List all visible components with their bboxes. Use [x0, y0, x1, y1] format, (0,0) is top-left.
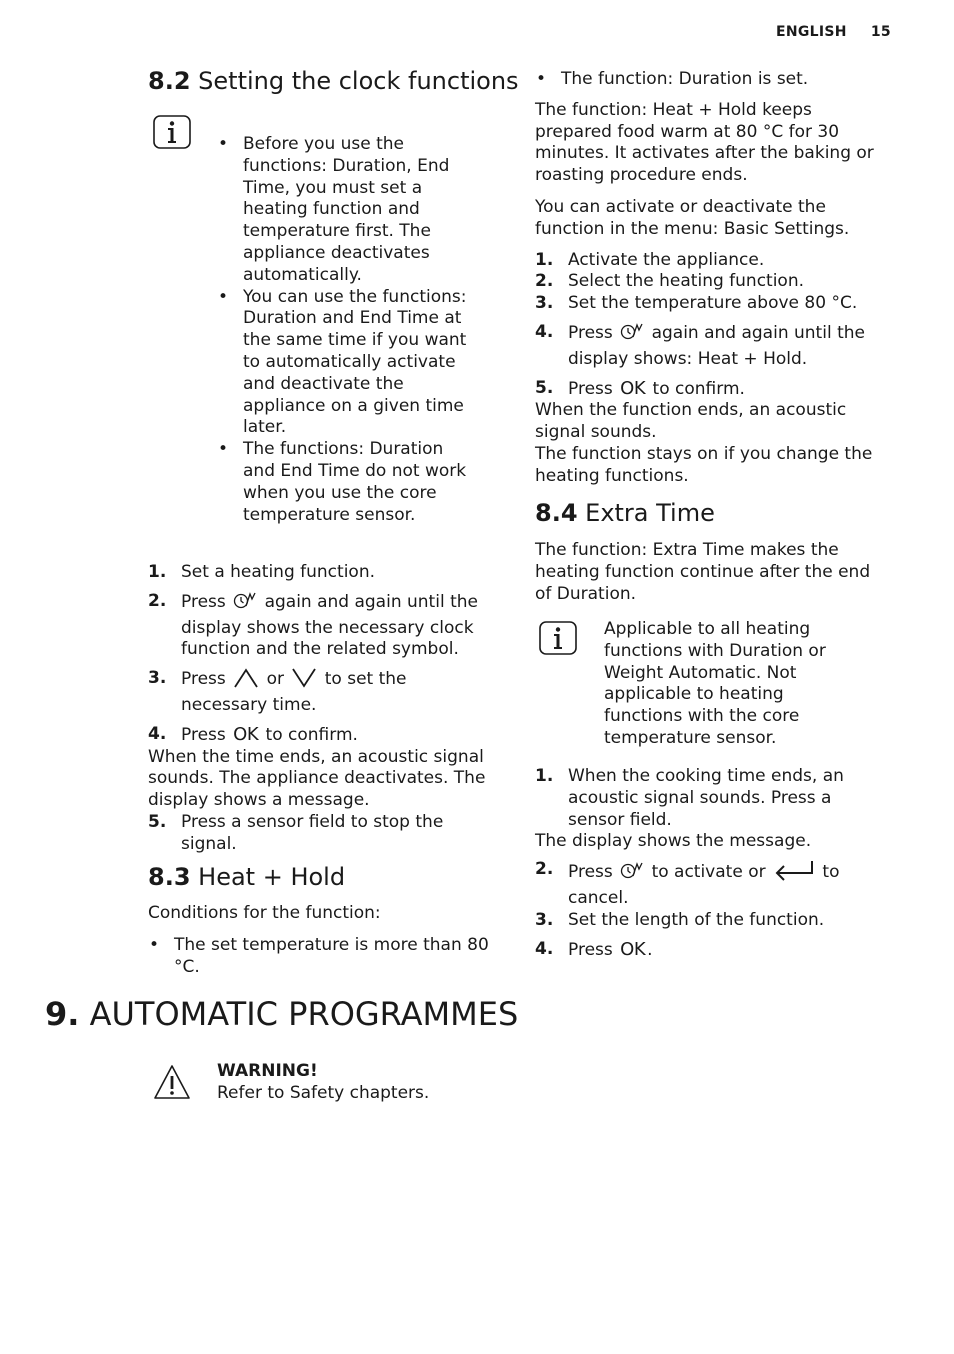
section-8-2-heading: 8.2 Setting the clock functions [148, 67, 519, 95]
ok-icon: OK [620, 377, 646, 399]
extra-time-intro: The function: Extra Time makes the heating function continue after the end of Duration. [535, 540, 871, 604]
warning-note [217, 1061, 517, 1105]
step-4: 4. Press OK to confirm. [148, 723, 358, 745]
language-label: ENGLISH [776, 24, 847, 40]
step-3: 3. Set the length of the function. [535, 909, 825, 930]
clock-info-note [217, 134, 479, 526]
heat-hold-conditions [148, 935, 498, 979]
warning-triangle-icon [153, 1064, 191, 1107]
info-icon [153, 115, 191, 156]
heat-hold-settings-note: You can activate or deactivate the function in the menu: Basic Settings. [535, 196, 850, 239]
list-item: • The function: Duration is set. [535, 69, 880, 91]
page-header [776, 22, 891, 44]
step-note: When the time ends, an acoustic signal sounds. The appliance deactivates. The display shows a message. [148, 746, 486, 811]
warning-label: WARNING! [217, 1061, 318, 1081]
clock-steps [148, 562, 498, 863]
clock-function-icon [620, 861, 644, 888]
step-2: 2. Press to activate or to cancel. [535, 859, 840, 908]
back-arrow-icon [773, 859, 815, 888]
heat-hold-description: The function: Heat + Hold keeps prepared food warm at 80 °C for 30 minutes. It activates after the baking or roasting procedure ends. [535, 99, 874, 186]
info-icon [539, 621, 577, 662]
clock-function-icon [233, 591, 257, 618]
ok-icon: OK [233, 723, 259, 745]
step-3: 3. Press or to set the necessary time. [148, 668, 407, 715]
heat-hold-intro: Conditions for the function: [148, 903, 381, 923]
step-note: When the function ends, an acoustic signal sounds. The function stays on if you change the heating functions. [535, 400, 873, 486]
list-item: • The set temperature is more than 80 °C. [148, 935, 498, 979]
list-item: • The functions: Duration and End Time do not work when you use the core temperature sensor. [217, 439, 479, 526]
step-3: 3. Set the temperature above 80 °C. [535, 293, 858, 314]
down-arrow-icon [291, 668, 317, 695]
step-1: 1. When the cooking time ends, an acoustic signal sounds. Press a sensor field. [535, 766, 844, 830]
step-1: 1. Activate the appliance. [535, 249, 765, 270]
section-8-4-heading: 8.4 Extra Time [535, 499, 715, 527]
step-1: 1. Set a heating function. [148, 562, 375, 582]
list-item: • You can use the functions: Duration and End Time at the same time if you want to automatically activate and deactivate the appliance on a given time later. [217, 287, 479, 440]
warning-text: Refer to Safety chapters. [217, 1082, 430, 1103]
step-note: The display shows the message. [535, 831, 812, 852]
extra-time-info-text: Applicable to all heating functions with Duration or Weight Automatic. Not applicable to heating functions with the core temperature sensor. [604, 619, 826, 748]
step-5: 5. Press OK to confirm. [535, 377, 745, 399]
ok-icon: OK [620, 938, 646, 960]
step-4: 4. Press OK . [535, 938, 653, 960]
up-arrow-icon [233, 668, 259, 695]
right-column-top [535, 69, 880, 488]
page-number: 15 [870, 24, 891, 40]
step-2: 2. Select the heating function. [535, 271, 805, 292]
section-8-3-heading: 8.3 Heat + Hold [148, 863, 346, 891]
step-2: 2. Press again and again until the display shows the necessary clock function and the related symbol. [148, 590, 478, 660]
list-item: • Before you use the functions: Duration, End Time, you must set a heating function and temperature first. The appliance deactivates automatically. [217, 134, 479, 287]
clock-function-icon [620, 322, 644, 349]
step-5: 5. Press a sensor field to stop the signal. [148, 811, 444, 854]
chapter-9-heading: 9. AUTOMATIC PROGRAMMES [45, 995, 519, 1033]
extra-time-steps [535, 766, 880, 968]
step-4: 4. Press again and again until the display shows: Heat + Hold. [535, 321, 865, 369]
